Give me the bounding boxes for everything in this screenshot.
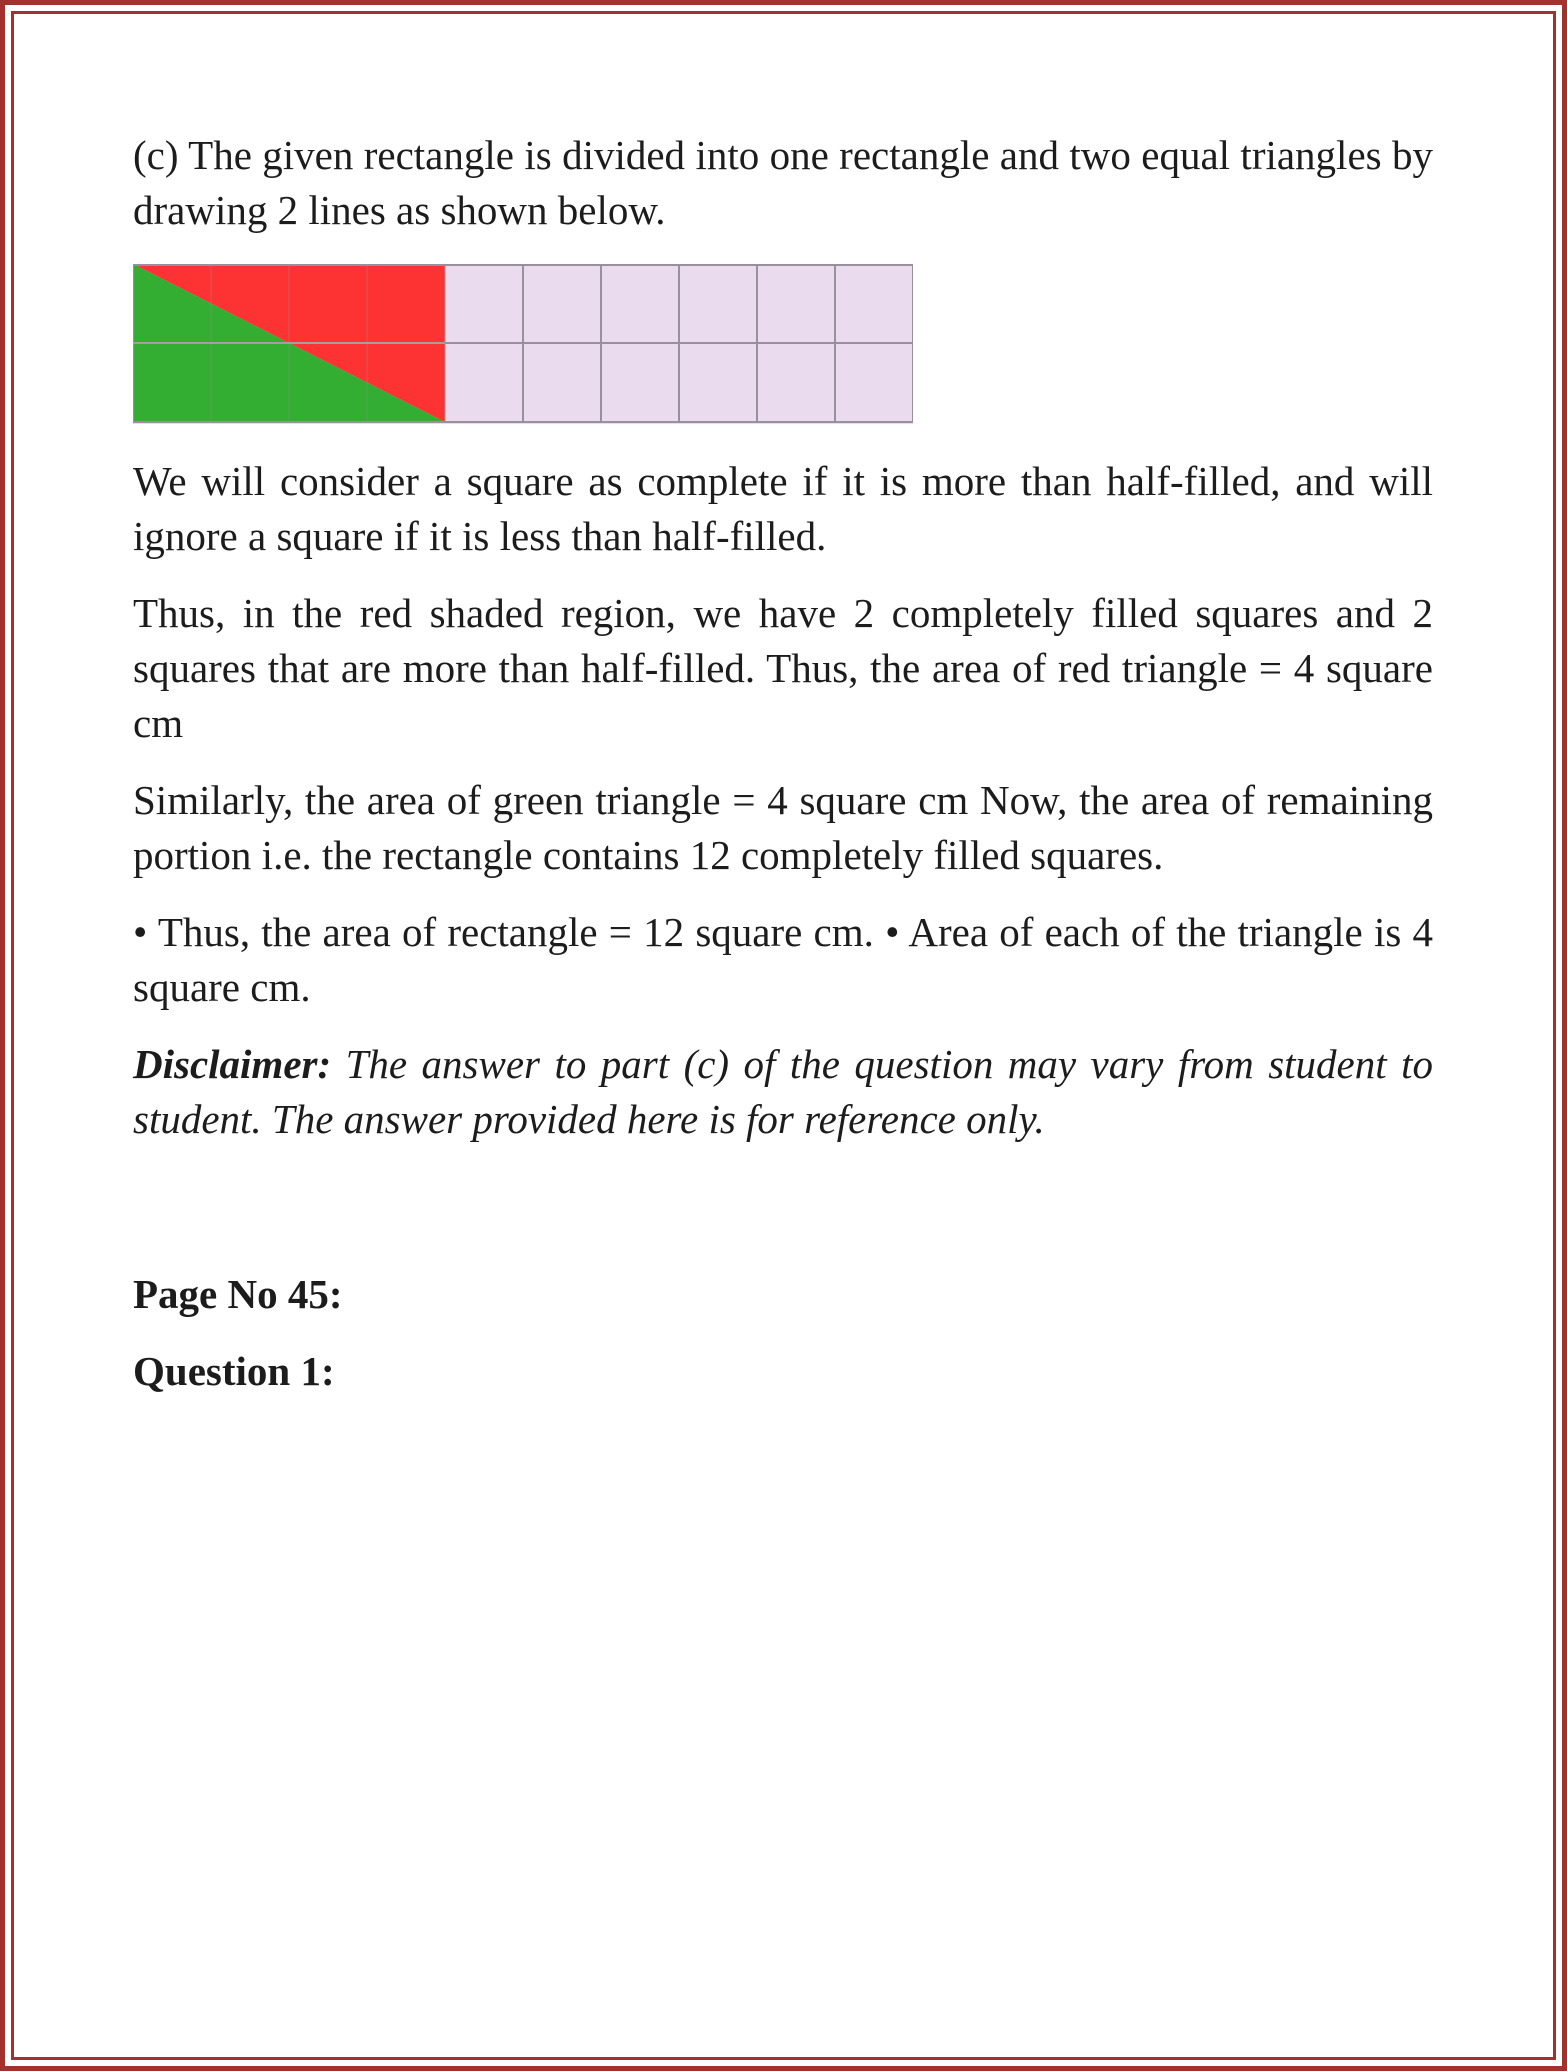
green-region-paragraph: Similarly, the area of green triangle = 4 square cm Now, the area of remaining portion i.e. the rectangle contains 12 completely filled squares. bbox=[133, 777, 1433, 878]
summary-paragraph: • Thus, the area of rectangle = 12 square cm. • Area of each of the triangle is 4 square cm. bbox=[133, 909, 1433, 1010]
question-heading: Question 1: bbox=[133, 1348, 335, 1394]
disclaimer-label: Disclaimer: bbox=[133, 1041, 332, 1087]
disclaimer-paragraph bbox=[133, 1037, 1433, 1147]
disclaimer-text: The answer to part (c) of the question may vary from student to student. The answer provided here is for reference only. bbox=[133, 1041, 1433, 1142]
document-body bbox=[133, 128, 1433, 1399]
intro-paragraph: (c) The given rectangle is divided into one rectangle and two equal triangles by drawing 2 lines as shown below. bbox=[133, 132, 1433, 233]
page-number-heading: Page No 45: bbox=[133, 1271, 343, 1317]
divided-rectangle-diagram bbox=[133, 264, 913, 424]
rectangle-figure bbox=[133, 264, 1433, 424]
red-region-paragraph: Thus, in the red shaded region, we have 2 completely filled squares and 2 squares that are more than half-filled. Thus, the area of red triangle = 4 square cm bbox=[133, 590, 1433, 746]
consider-paragraph: We will consider a square as complete if it is more than half-filled, and will ignore a square if it is less than half-filled. bbox=[133, 458, 1433, 559]
